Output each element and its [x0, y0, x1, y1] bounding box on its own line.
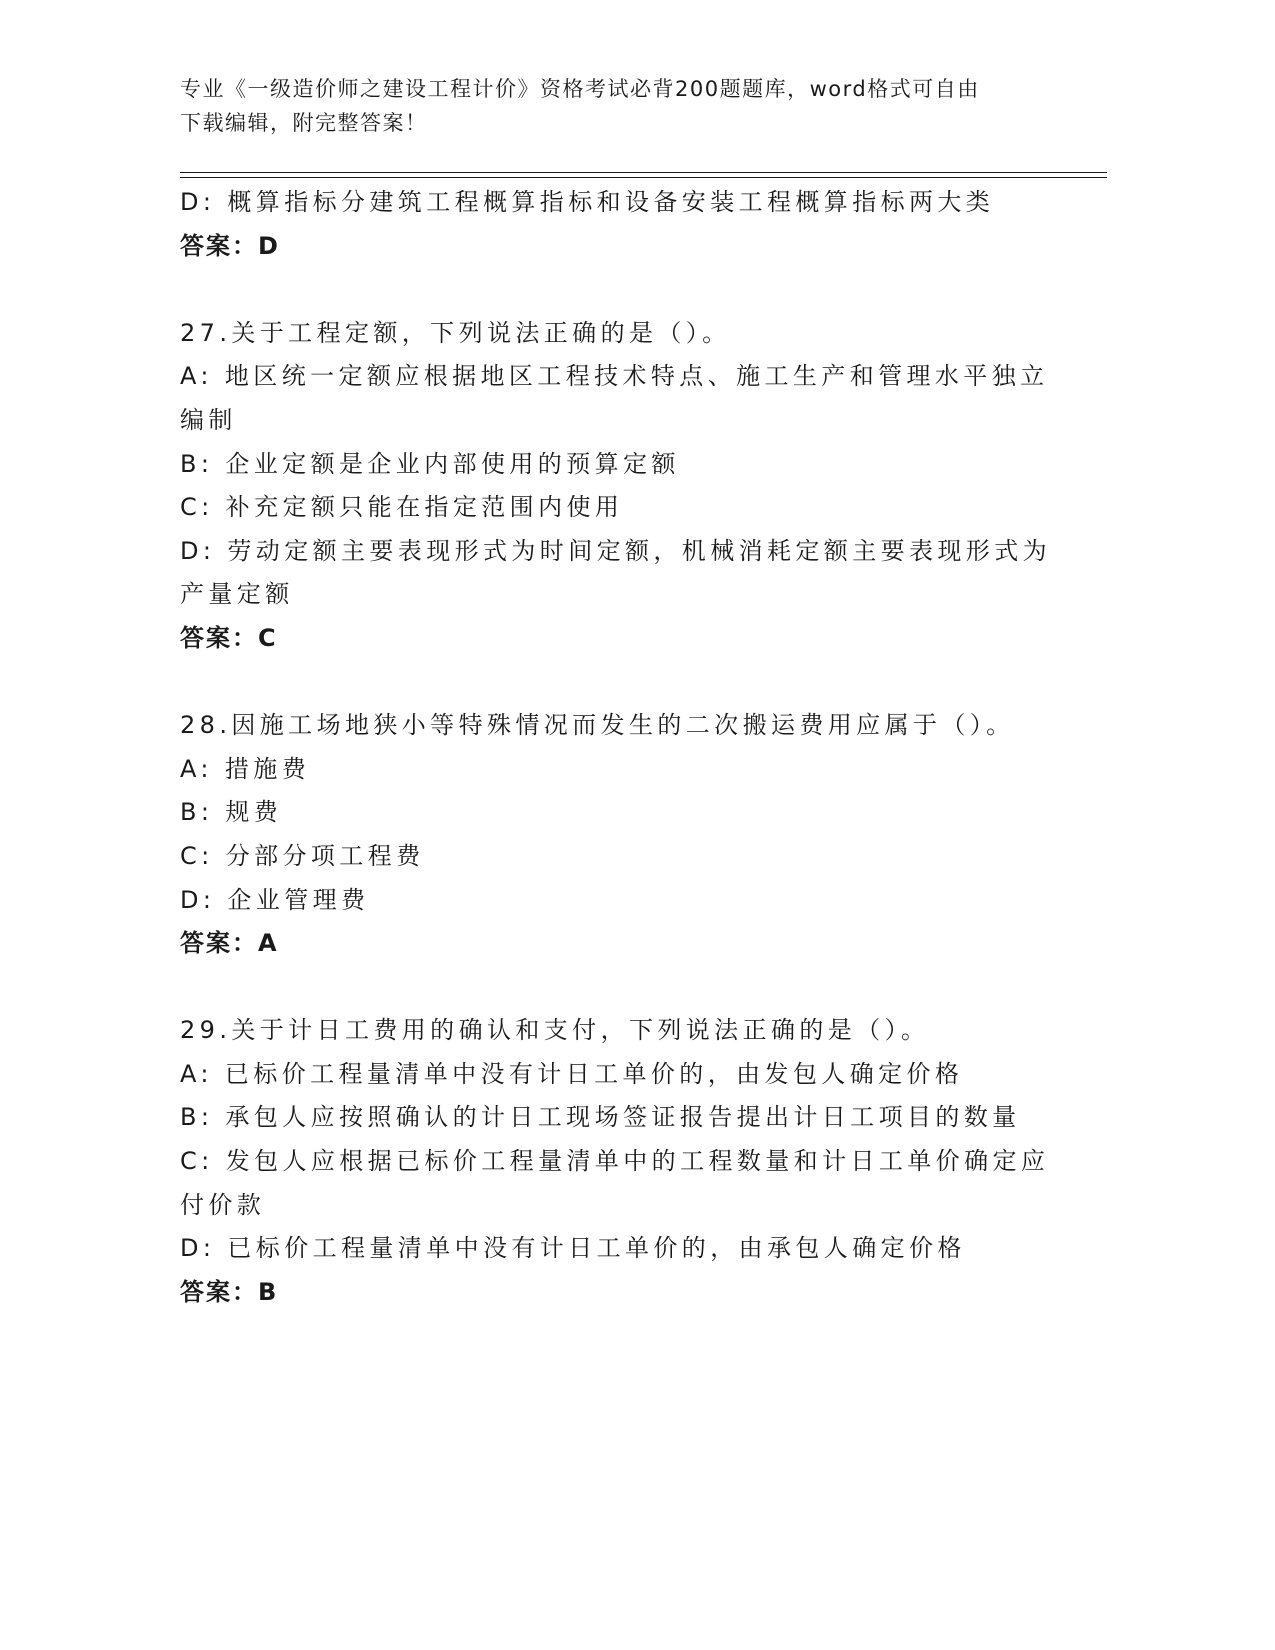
option-b: B: 企业定额是企业内部使用的预算定额 [180, 449, 680, 478]
option-b: B: 承包人应按照确认的计日工现场签证报告提出计日工项目的数量 [180, 1103, 1021, 1132]
answer: 答案：C [180, 623, 278, 652]
question-stem: 27.关于工程定额，下列说法正确的是（）。 [180, 318, 731, 347]
continued-question-26 [180, 181, 1050, 268]
option-c-continued: 付价款 [180, 1190, 266, 1219]
document-header [180, 72, 1050, 140]
question-stem: 29.关于计日工费用的确认和支付，下列说法正确的是（）。 [180, 1016, 930, 1045]
header-rule-bottom [180, 177, 1107, 178]
header-line-2: 下载编辑，附完整答案！ [180, 111, 428, 135]
option-d: D: 企业管理费 [180, 885, 370, 914]
header-line-1: 专业《一级造价师之建设工程计价》资格考试必背200题题库，word格式可自由 [180, 77, 980, 101]
option-c: C: 补充定额只能在指定范围内使用 [180, 493, 624, 522]
option-a: A: 地区统一定额应根据地区工程技术特点、施工生产和管理水平独立 [180, 362, 1049, 391]
option-a: A: 已标价工程量清单中没有计日工单价的，由发包人确定价格 [180, 1059, 964, 1088]
option-d: D: 劳动定额主要表现形式为时间定额，机械消耗定额主要表现形式为 [180, 536, 1051, 565]
option-d: D: 概算指标分建筑工程概算指标和设备安装工程概算指标两大类 [180, 188, 995, 216]
option-d-continued: 产量定额 [180, 580, 294, 609]
question-28 [180, 704, 1050, 966]
question-content [180, 181, 1050, 1314]
question-27 [180, 312, 1050, 661]
question-stem: 28.因施工场地狭小等特殊情况而发生的二次搬运费用应属于（）。 [180, 711, 1015, 740]
option-b: B: 规费 [180, 798, 283, 827]
option-a: A: 措施费 [180, 754, 311, 783]
option-d: D: 已标价工程量清单中没有计日工单价的，由承包人确定价格 [180, 1234, 966, 1263]
option-c: C: 发包人应根据已标价工程量清单中的工程数量和计日工单价确定应 [180, 1147, 1050, 1176]
header-rule-top [180, 172, 1107, 173]
answer: 答案：B [180, 1277, 279, 1306]
option-a-continued: 编制 [180, 405, 237, 434]
answer: 答案：D [180, 231, 280, 260]
option-c: C: 分部分项工程费 [180, 841, 425, 870]
question-29 [180, 1009, 1050, 1314]
answer: 答案：A [180, 929, 279, 958]
